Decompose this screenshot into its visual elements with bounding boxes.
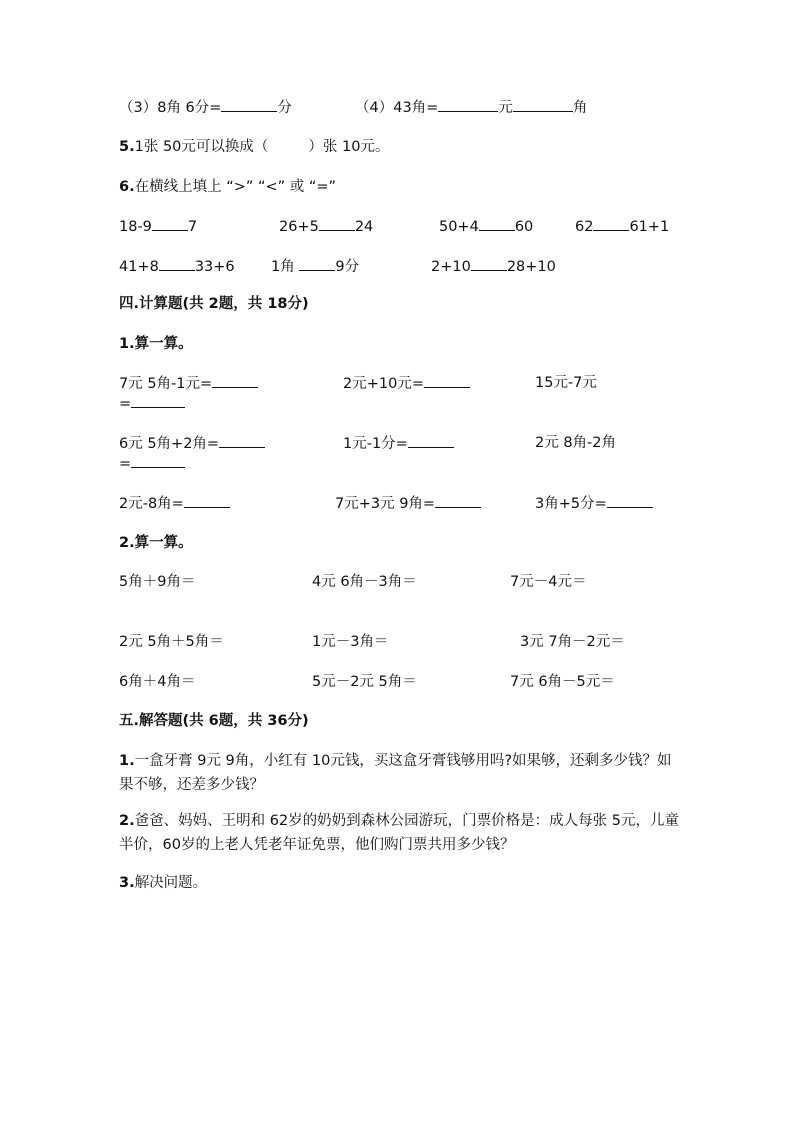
conversion-4-unit1: 元 — [498, 100, 513, 116]
question-text: 解决问题。 — [134, 875, 208, 891]
calc-expression: 2元-8角= — [119, 496, 184, 512]
compare-right: 61+1 — [629, 219, 670, 235]
calc-expression: 2元 8角-2角 — [535, 435, 617, 451]
compare-right: 9分 — [335, 259, 360, 275]
calc-item — [335, 493, 481, 514]
conversion-4 — [355, 97, 587, 118]
equals-sign: = — [119, 396, 132, 412]
calc-item: 1元－3角＝ — [312, 634, 389, 650]
answer-blank[interactable] — [479, 216, 515, 231]
compare-left: 62 — [575, 219, 594, 235]
question-text: 在横线上填上 “>” “<” 或 “=” — [134, 179, 337, 195]
answer-blank[interactable] — [159, 256, 195, 271]
word-problem-3 — [119, 873, 207, 893]
answer-blank[interactable] — [471, 256, 507, 271]
question-number: 5. — [119, 139, 135, 155]
compare-left: 1角 — [271, 259, 300, 275]
conversion-4-unit2: 角 — [572, 100, 588, 116]
answer-blank[interactable] — [319, 216, 355, 231]
answer-blank[interactable] — [513, 97, 573, 112]
calc-item: 5元－2元 5角＝ — [312, 674, 417, 690]
calc-item — [343, 433, 454, 454]
compare-item — [431, 256, 556, 277]
compare-left: 26+5 — [279, 219, 319, 235]
answer-blank[interactable] — [435, 493, 481, 508]
calc-expression: 6元 5角+2角= — [119, 436, 220, 452]
calc-item — [535, 493, 653, 514]
section-4-q1-title: 1.算一算。 — [119, 336, 193, 352]
section-4-heading: 四.计算题(共 2题，共 18分) — [119, 296, 309, 312]
conversion-3-unit: 分 — [277, 100, 292, 116]
conversion-3 — [119, 97, 292, 118]
answer-blank[interactable] — [131, 453, 185, 468]
calc-item-wrap — [119, 453, 185, 474]
question-number: 6. — [119, 179, 135, 195]
calc-expression: 7元+3元 9角= — [335, 496, 436, 512]
answer-blank[interactable] — [424, 373, 470, 388]
question-number: 2. — [119, 813, 135, 829]
question-5 — [119, 137, 389, 157]
calc-item — [119, 373, 258, 394]
compare-item — [119, 256, 235, 277]
question-text-after: ）张 10元。 — [308, 139, 390, 155]
compare-left: 41+8 — [119, 259, 159, 275]
answer-blank[interactable] — [438, 97, 498, 112]
compare-right: 28+10 — [506, 259, 556, 275]
compare-right: 33+6 — [194, 259, 235, 275]
calc-item — [535, 373, 597, 393]
answer-blank[interactable] — [221, 97, 277, 112]
answer-blank[interactable] — [299, 256, 335, 271]
calc-item: 2元 5角＋5角＝ — [119, 634, 224, 650]
calc-item — [343, 373, 470, 394]
section-4-q2-title: 2.算一算。 — [119, 535, 193, 551]
calc-item — [535, 433, 616, 453]
conversion-4-label: （4）43角= — [355, 100, 439, 116]
question-number: 1. — [119, 753, 135, 769]
compare-left: 2+10 — [431, 259, 471, 275]
answer-blank[interactable] — [219, 433, 265, 448]
compare-right: 24 — [354, 219, 374, 235]
compare-item — [439, 216, 533, 237]
answer-blank[interactable] — [131, 393, 185, 408]
calc-item-wrap — [119, 393, 185, 414]
question-text: 一盒牙膏 9元 9角，小红有 10元钱，买这盒牙膏钱够用吗?如果够，还剩多少钱？如果不够，还差多少钱？ — [119, 753, 672, 793]
calc-item: 7元－4元＝ — [510, 574, 587, 590]
calc-item — [119, 433, 265, 454]
calc-item: 6角＋4角＝ — [119, 674, 196, 690]
question-text: 爸爸、妈妈、王明和 62岁的奶奶到森林公园游玩，门票价格是：成人每张 5元，儿童半价，60岁的上老人凭老年证免票，他们购门票共用多少钱？ — [119, 813, 680, 853]
compare-item — [575, 216, 669, 237]
compare-right: 60 — [514, 219, 534, 235]
calc-item — [119, 493, 230, 514]
section-5-heading: 五.解答题(共 6题，共 36分) — [119, 713, 309, 729]
calc-item: 5角＋9角＝ — [119, 574, 196, 590]
question-number: 3. — [119, 875, 135, 891]
calc-item: 7元 6角－5元＝ — [510, 674, 615, 690]
calc-expression: 3角+5分= — [535, 496, 607, 512]
calc-item: 3元 7角－2元＝ — [520, 634, 625, 650]
equals-sign: = — [119, 456, 132, 472]
compare-left: 18-9 — [119, 219, 152, 235]
calc-item: 4元 6角－3角＝ — [312, 574, 417, 590]
compare-item — [119, 216, 197, 237]
compare-right: 7 — [187, 219, 198, 235]
word-problem-1 — [119, 749, 679, 797]
answer-blank[interactable] — [152, 216, 188, 231]
answer-blank[interactable] — [408, 433, 454, 448]
compare-item — [271, 256, 359, 277]
answer-blank[interactable] — [184, 493, 230, 508]
compare-item — [279, 216, 373, 237]
answer-blank[interactable] — [607, 493, 653, 508]
compare-left: 50+4 — [439, 219, 479, 235]
answer-blank[interactable] — [593, 216, 629, 231]
calc-expression: 15元-7元 — [535, 375, 597, 391]
question-text-before: 1张 50元可以换成（ — [134, 139, 269, 155]
answer-blank[interactable] — [212, 373, 258, 388]
conversion-3-label: （3）8角 6分= — [119, 100, 222, 116]
question-6-title — [119, 177, 336, 197]
calc-expression: 2元+10元= — [343, 376, 424, 392]
calc-expression: 7元 5角-1元= — [119, 376, 213, 392]
word-problem-2 — [119, 809, 679, 857]
calc-expression: 1元-1分= — [343, 436, 408, 452]
